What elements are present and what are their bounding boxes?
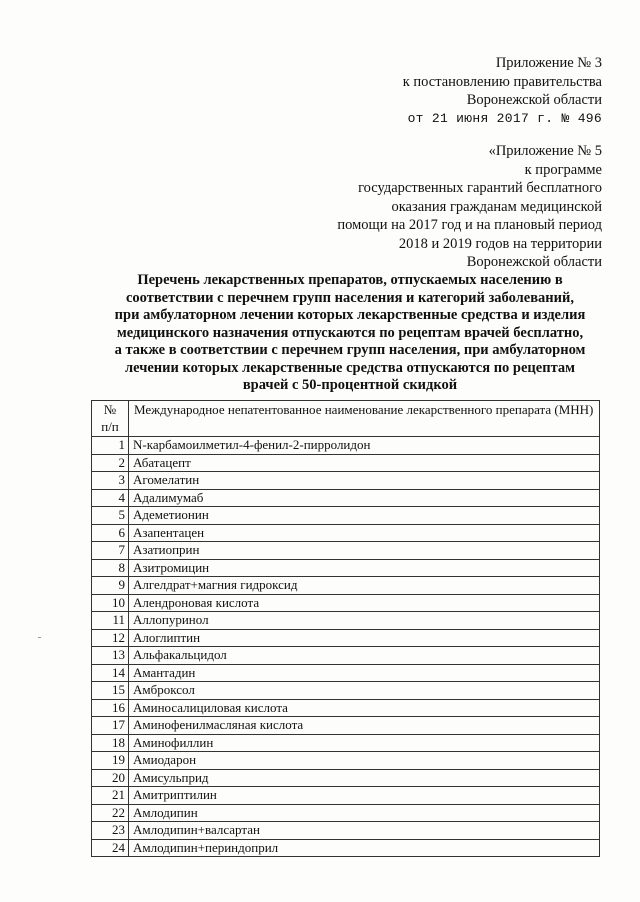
row-number: 2	[92, 454, 129, 472]
drug-table	[91, 400, 600, 857]
program-line: «Приложение № 5	[488, 143, 602, 159]
table-row	[92, 699, 600, 717]
drug-name: Алендроновая кислота	[129, 594, 600, 612]
title-line: медицинского назначения отпускаются по рецептам врачей бесплатно,	[116, 324, 584, 341]
drug-name: Адалимумаб	[129, 489, 600, 507]
title-line: Перечень лекарственных препаратов, отпускаемых населению в	[137, 272, 563, 288]
table-row	[92, 822, 600, 840]
drug-name: Азитромицин	[129, 559, 600, 577]
document-title	[100, 272, 600, 395]
program-line: государственных гарантий бесплатного	[358, 180, 602, 196]
row-number: 19	[92, 752, 129, 770]
table-row	[92, 577, 600, 595]
drug-name: Амлодипин+валсартан	[129, 822, 600, 840]
drug-name: Аминофенилмасляная кислота	[129, 717, 600, 735]
drug-name: Алгелдрат+магния гидроксид	[129, 577, 600, 595]
row-number: 9	[92, 577, 129, 595]
row-number: 13	[92, 647, 129, 665]
table-row	[92, 682, 600, 700]
table-row	[92, 437, 600, 455]
program-line: оказания гражданам медицинской	[391, 198, 602, 215]
row-number: 4	[92, 489, 129, 507]
table-row	[92, 647, 600, 665]
table-row	[92, 804, 600, 822]
table-row	[92, 839, 600, 857]
row-number: 16	[92, 699, 129, 717]
drug-name: Амброксол	[129, 682, 600, 700]
header-number	[92, 401, 129, 437]
program-line: помощи на 2017 год и на плановый период	[337, 217, 602, 233]
table-row	[92, 454, 600, 472]
row-number: 23	[92, 822, 129, 840]
drug-name: Азатиоприн	[129, 542, 600, 560]
header-drug-name: Международное непатентованное наименование лекарственного препарата (МНН)	[129, 401, 600, 437]
drug-name: Амлодипин	[129, 804, 600, 822]
table-row	[92, 524, 600, 542]
program-line: Воронежской области	[466, 254, 602, 270]
appendix-resolution: к постановлению правительства	[402, 73, 602, 90]
row-number: 17	[92, 717, 129, 735]
title-line: при амбулаторном лечении которых лекарственные средства и изделия	[114, 307, 586, 323]
row-number: 24	[92, 839, 129, 857]
drug-name: Аминофиллин	[129, 734, 600, 752]
drug-name: Амиодарон	[129, 752, 600, 770]
table-row	[92, 769, 600, 787]
program-line: к программе	[524, 161, 602, 178]
drug-name: Аллопуринол	[129, 612, 600, 630]
drug-name: Альфакальцидол	[129, 647, 600, 665]
drug-name: Аминосалициловая кислота	[129, 699, 600, 717]
drug-name: Амлодипин+периндоприл	[129, 839, 600, 857]
title-line: соответствии с перечнем групп населения и категорий заболеваний,	[125, 289, 574, 306]
table-row	[92, 717, 600, 735]
drug-name: Адеметионин	[129, 507, 600, 525]
row-number: 6	[92, 524, 129, 542]
table-header-row	[92, 401, 600, 437]
drug-name: Агомелатин	[129, 472, 600, 490]
row-number: 20	[92, 769, 129, 787]
row-number: 11	[92, 612, 129, 630]
drug-name: Амантадин	[129, 664, 600, 682]
row-number: 14	[92, 664, 129, 682]
appendix-header	[403, 54, 602, 128]
program-line: 2018 и 2019 годов на территории	[398, 235, 602, 252]
drug-name: N-карбамоилметил-4-фенил-2-пирролидон	[129, 437, 600, 455]
table-row	[92, 594, 600, 612]
table-row	[92, 752, 600, 770]
row-number: 8	[92, 559, 129, 577]
table-row	[92, 472, 600, 490]
appendix-number: Приложение № 3	[495, 55, 602, 71]
row-number: 15	[92, 682, 129, 700]
table-row	[92, 734, 600, 752]
row-number: 5	[92, 507, 129, 525]
row-number: 21	[92, 787, 129, 805]
row-number: 7	[92, 542, 129, 560]
scan-speck	[38, 637, 41, 638]
appendix-region: Воронежской области	[466, 92, 602, 108]
table-row	[92, 612, 600, 630]
appendix-date: от 21 июня 2017 г. № 496	[407, 110, 602, 126]
table-row	[92, 489, 600, 507]
table-row	[92, 542, 600, 560]
table-row	[92, 664, 600, 682]
row-number: 10	[92, 594, 129, 612]
row-number: 18	[92, 734, 129, 752]
row-number: 22	[92, 804, 129, 822]
table-row	[92, 507, 600, 525]
header-number-abbr: п/п	[101, 418, 119, 434]
drug-name: Амисульприд	[129, 769, 600, 787]
row-number: 1	[92, 437, 129, 455]
header-number-symbol: №	[103, 402, 117, 417]
table-row	[92, 787, 600, 805]
drug-name: Амитриптилин	[129, 787, 600, 805]
drug-name: Алоглиптин	[129, 629, 600, 647]
title-line: а также в соответствии с перечнем групп населения, при амбулаторном	[114, 342, 586, 358]
drug-name: Абатацепт	[129, 454, 600, 472]
title-line: врачей с 50-процентной скидкой	[242, 377, 458, 393]
program-reference	[337, 142, 602, 272]
row-number: 12	[92, 629, 129, 647]
table-row	[92, 559, 600, 577]
table-body	[92, 437, 600, 857]
row-number: 3	[92, 472, 129, 490]
drug-name: Азапентацен	[129, 524, 600, 542]
title-line: лечении которых лекарственные средства отпускаются по рецептам	[124, 359, 575, 376]
table-row	[92, 629, 600, 647]
